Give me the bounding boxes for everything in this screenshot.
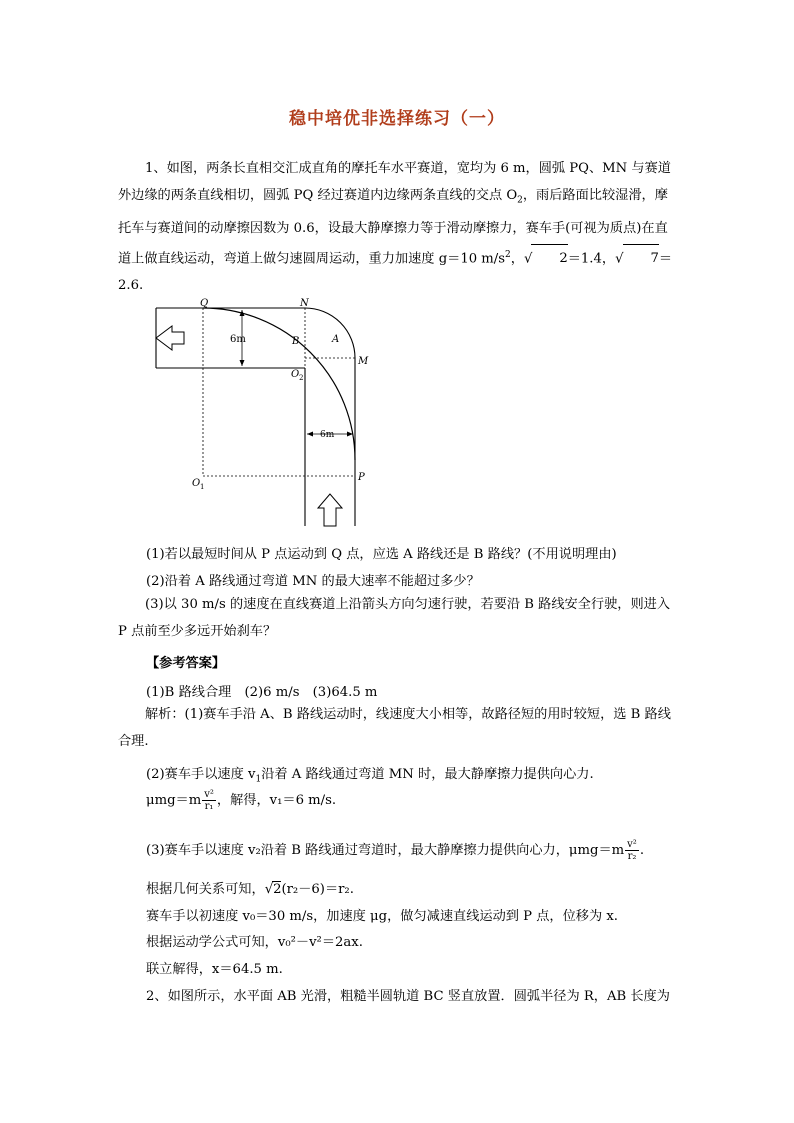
q1-sub3: (3)以 30 m/s 的速度在直线赛道上沿箭头方向匀速行驶，若要沿 B 路线安全行驶，则进入 P 点前至少多远开始刹车？ xyxy=(118,597,671,639)
answer-3e: 联立解得，x＝64.5 m. xyxy=(146,962,283,977)
sqrt-2: 2 xyxy=(531,244,567,272)
q1-stem: 1、如图，两条长直相交汇成直角的摩托车水平赛道，宽均为 6 m，圆弧 PQ、MN 与赛道外边缘的两条直线相切，圆弧 PQ 经过赛道内边缘两条直线的交点 $O_2$，雨后路面比较湿滑，摩托车与赛道间的动摩擦因数为 0.6，设最大静摩擦力等于滑动摩擦力，赛车手(可视为质点)在直道上做直线运动，弯道上做匀速圆周运动，重力加速度 g＝10 $m/s^2$，√ 2＝1.4，√ 7＝2.6. xyxy=(118,161,673,294)
label-width-2: 6m xyxy=(320,430,335,440)
label-o1-sub: 1 xyxy=(200,483,205,491)
q2-stem: 2、如图所示，水平面 AB 光滑，粗糙半圆轨道 BC 竖直放置．圆弧半径为 R，AB 长度为 xyxy=(146,989,670,1004)
sqrt-7: 7 xyxy=(623,244,659,272)
label-b: B xyxy=(292,336,300,347)
track-figure xyxy=(150,298,380,530)
page-title: 稳中培优非选择练习（一） xyxy=(289,109,505,129)
label-o1: O xyxy=(192,478,201,489)
answer-3a: (3)赛车手以速度 v₂沿着 B 路线通过弯道时，最大静摩擦力提供向心力，μmg＝m $\frac{\text{v²}}{\text{r₂}}$ . xyxy=(146,839,645,862)
answer-2a: (2)赛车手以速度 $v_1$沿着 A 路线通过弯道 MN 时，最大静摩擦力提供向心力. xyxy=(146,767,594,785)
fraction: $\frac{\text{v²}}{\text{r₁}}$ xyxy=(204,789,214,812)
answer-1: 解析：(1)赛车手沿 A、B 路线运动时，线速度大小相等，故路径短的用时较短，选 B 路线合理. xyxy=(118,707,671,749)
label-q: Q xyxy=(200,298,209,309)
label-width-1: 6m xyxy=(230,334,246,345)
answer-2b: μmg＝m $\frac{\text{v²}}{\text{r₁}}$ ，解得，v₁＝6 m/s. xyxy=(146,789,337,812)
answer-3d: 根据运动学公式可知，v₀²－v²＝2ax. xyxy=(146,935,363,950)
label-p: P xyxy=(358,472,365,483)
fraction: $\frac{\text{v²}}{\text{r₂}}$ xyxy=(627,839,637,862)
label-o2: O xyxy=(291,369,300,380)
label-o2-sub: 2 xyxy=(299,374,304,382)
answer-summary: (1)B 路线合理 (2)6 m/s (3)64.5 m xyxy=(146,685,378,700)
up-arrow-icon xyxy=(318,494,342,526)
q1-sub1: (1)若以最短时间从 P 点运动到 Q 点，应选 A 路线还是 B 路线？(不用说明理由) xyxy=(146,547,617,562)
label-m: M xyxy=(358,356,369,367)
label-a: A xyxy=(332,334,340,345)
answer-3b: 根据几何关系可知，√2(r₂－6)＝r₂. xyxy=(146,882,354,897)
left-arrow-icon xyxy=(156,326,184,350)
answer-3c: 赛车手以初速度 v₀＝30 m/s，加速度 μg，做匀减速直线运动到 P 点，位移为 x. xyxy=(146,909,618,924)
q1-sub2: (2)沿着 A 路线通过弯道 MN 的最大速率不能超过多少？ xyxy=(146,574,480,589)
ref-answer-header: 【参考答案】 xyxy=(146,656,226,671)
label-n: N xyxy=(300,298,309,309)
